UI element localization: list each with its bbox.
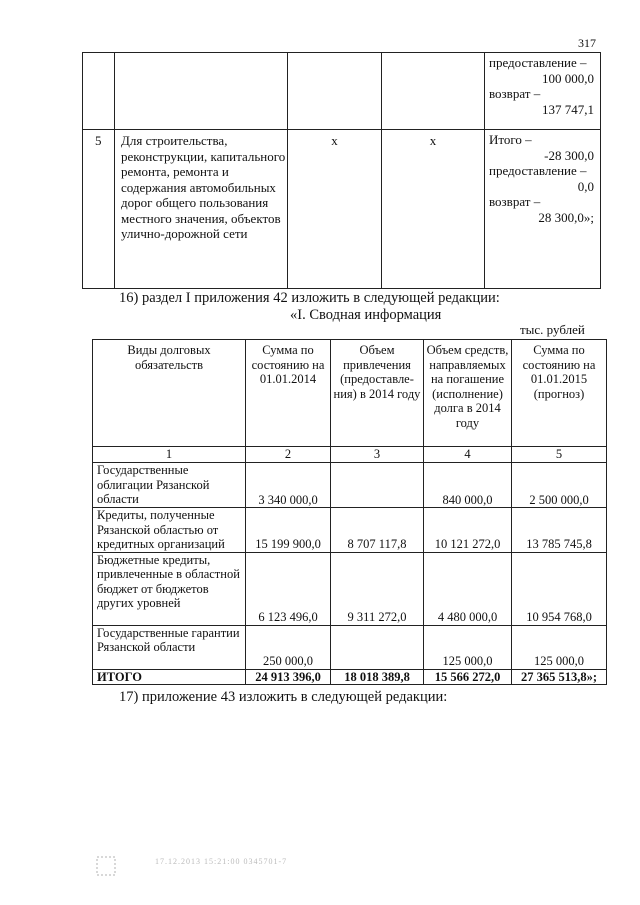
value-cell: 9 311 272,0 <box>331 552 424 625</box>
row-number <box>83 53 115 130</box>
column-number: 5 <box>512 447 607 463</box>
value-cell: 125 000,0 <box>512 625 607 669</box>
scan-footer: 17.12.2013 15:21:00 0345701-7 <box>155 857 288 866</box>
column-number: 3 <box>331 447 424 463</box>
header-cell: Объем привлечения (предоставле-ния) в 2014 году <box>331 340 424 447</box>
header-cell: Объем средств, направляемых на погашение (исполнение) долга в 2014 году <box>424 340 512 447</box>
page-number: 317 <box>578 36 596 50</box>
header-cell: Виды долговых обязательств <box>93 340 246 447</box>
value-cell <box>331 625 424 669</box>
row-label: Бюджетные кредиты, привлеченные в областной бюджет от бюджетов других уровней <box>93 552 246 625</box>
table-row <box>93 625 607 669</box>
total-value: 24 913 396,0 <box>246 669 331 685</box>
row-label: Государственные облигации Рязанской области <box>93 463 246 508</box>
column-number: 2 <box>246 447 331 463</box>
description-cell <box>115 53 288 130</box>
amounts-cell: предоставление – 100 000,0 возврат – 137 747,1 <box>485 53 601 130</box>
paragraph-17: 17) приложение 43 изложить в следующей редакции: <box>119 689 448 705</box>
value-cell: 4 480 000,0 <box>424 552 512 625</box>
column-number: 1 <box>93 447 246 463</box>
value-cell: 250 000,0 <box>246 625 331 669</box>
paragraph-16: 16) раздел I приложения 42 изложить в следующей редакции: <box>119 290 500 306</box>
value-cell: 6 123 496,0 <box>246 552 331 625</box>
value-cell: 10 954 768,0 <box>512 552 607 625</box>
total-value: 15 566 272,0 <box>424 669 512 685</box>
description-cell: Для строительства, реконструкции, капитального ремонта, ремонта и содержания автомобильных дорог общего пользования местного значения, объектов улично-дорожной сети <box>115 130 288 289</box>
value-cell: 13 785 745,8 <box>512 508 607 553</box>
value-cell: 840 000,0 <box>424 463 512 508</box>
table-row <box>93 463 607 508</box>
x-mark: х <box>288 130 382 289</box>
x-mark: х <box>382 130 485 289</box>
value-cell: 3 340 000,0 <box>246 463 331 508</box>
empty-cell <box>288 53 382 130</box>
value-cell: 10 121 272,0 <box>424 508 512 553</box>
total-label: ИТОГО <box>93 669 246 685</box>
value-cell <box>331 463 424 508</box>
column-number-row <box>93 447 607 463</box>
table-continuation <box>82 52 601 289</box>
table-row <box>93 508 607 553</box>
value-cell: 15 199 900,0 <box>246 508 331 553</box>
total-value: 27 365 513,8»; <box>512 669 607 685</box>
row-label: Государственные гарантии Рязанской области <box>93 625 246 669</box>
value-cell: 8 707 117,8 <box>331 508 424 553</box>
table-row <box>93 552 607 625</box>
table-row <box>83 53 601 130</box>
amounts-cell: Итого – -28 300,0 предоставление – 0,0 возврат – 28 300,0»; <box>485 130 601 289</box>
units-label: тыс. рублей <box>520 322 585 337</box>
section-heading: «I. Сводная информация <box>290 307 442 323</box>
header-cell: Сумма по состоянию на 01.01.2015 (прогноз) <box>512 340 607 447</box>
table-row <box>83 130 601 289</box>
total-value: 18 018 389,8 <box>331 669 424 685</box>
empty-cell <box>382 53 485 130</box>
header-cell: Сумма по состоянию на 01.01.2014 <box>246 340 331 447</box>
column-number: 4 <box>424 447 512 463</box>
stamp-mark-icon <box>95 855 117 877</box>
row-number: 5 <box>83 130 115 289</box>
value-cell: 2 500 000,0 <box>512 463 607 508</box>
total-row <box>93 669 607 685</box>
value-cell: 125 000,0 <box>424 625 512 669</box>
table-header-row <box>93 340 607 447</box>
debt-summary-table <box>92 339 607 685</box>
row-label: Кредиты, полученные Рязанской областью от кредитных организаций <box>93 508 246 553</box>
